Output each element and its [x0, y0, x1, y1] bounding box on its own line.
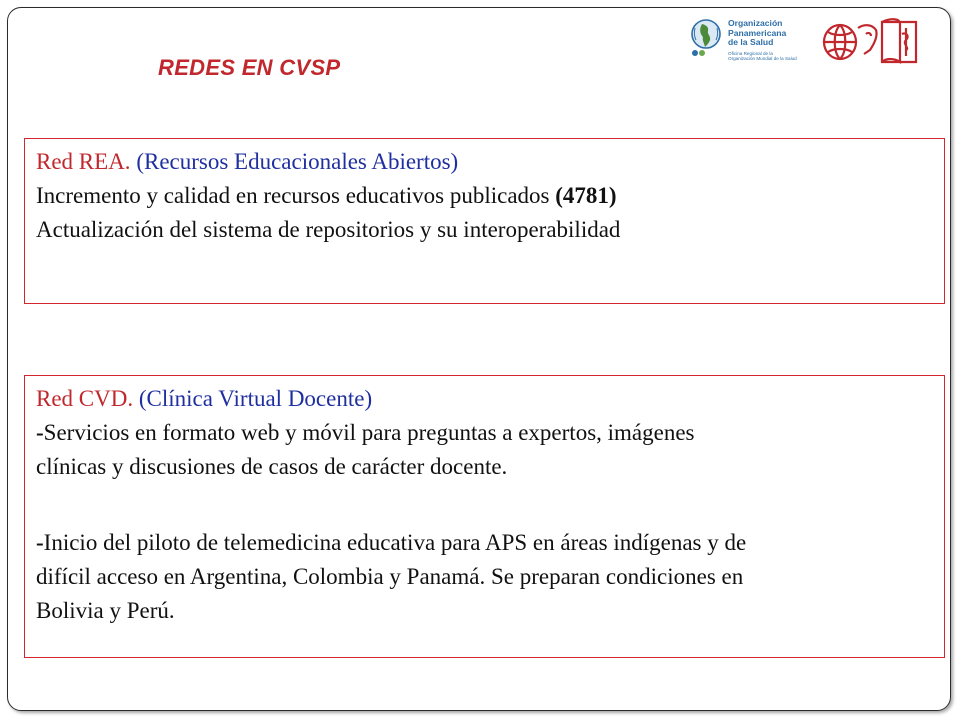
red-cvd-description: (Clínica Virtual Docente)	[138, 386, 373, 411]
red-rea-line-text: Incremento y calidad en recursos educativos publicados	[36, 183, 556, 208]
red-rea-line: Actualización del sistema de repositorios y su interoperabilidad	[36, 217, 621, 242]
red-cvd-item	[36, 526, 934, 628]
paho-logo	[690, 18, 814, 64]
dash-bullet: -	[36, 420, 44, 445]
resources-count: (4781)	[555, 183, 617, 208]
red-cvd-label: Red CVD.	[36, 386, 134, 411]
paho-subtitle	[728, 51, 818, 62]
red-rea-label: Red REA.	[36, 149, 131, 174]
red-cvd-item-line: Bolivia y Perú.	[36, 598, 175, 623]
paho-globe-icon	[690, 18, 726, 58]
cvsp-logo-icon	[820, 14, 920, 70]
paho-name	[728, 19, 818, 48]
red-rea-heading	[36, 145, 934, 179]
slide-title: REDES EN CVSP	[158, 55, 341, 80]
red-cvd-item-text: Inicio del piloto de telemedicina educativa para APS en áreas indígenas y de	[43, 530, 747, 555]
red-rea-description: (Recursos Educacionales Abiertos)	[136, 149, 459, 174]
paragraph-spacer	[36, 484, 934, 526]
red-rea-box	[24, 138, 945, 304]
dash-bullet: -	[36, 530, 44, 555]
paho-subtitle-line: Oficina Regional de la	[728, 51, 773, 56]
red-rea-line	[36, 179, 934, 213]
red-cvd-item-line: clínicas y discusiones de casos de carácter docente.	[36, 454, 508, 479]
paho-name-line: de la Salud	[728, 37, 774, 48]
red-cvd-item-text: Servicios en formato web y móvil para preguntas a expertos, imágenes	[43, 420, 695, 445]
red-cvd-item-line: difícil acceso en Argentina, Colombia y Panamá. Se preparan condiciones en	[36, 564, 744, 589]
red-cvd-box	[24, 375, 945, 658]
paho-name-line: Organización	[728, 18, 783, 28]
red-cvd-heading	[36, 382, 934, 416]
red-cvd-item-line	[36, 416, 934, 450]
red-cvd-item	[36, 416, 934, 484]
paho-subtitle-line: Organización Mundial de la Salud	[728, 56, 797, 62]
red-cvd-item-line	[36, 526, 934, 560]
paho-name-line: Panamericana	[728, 27, 787, 38]
